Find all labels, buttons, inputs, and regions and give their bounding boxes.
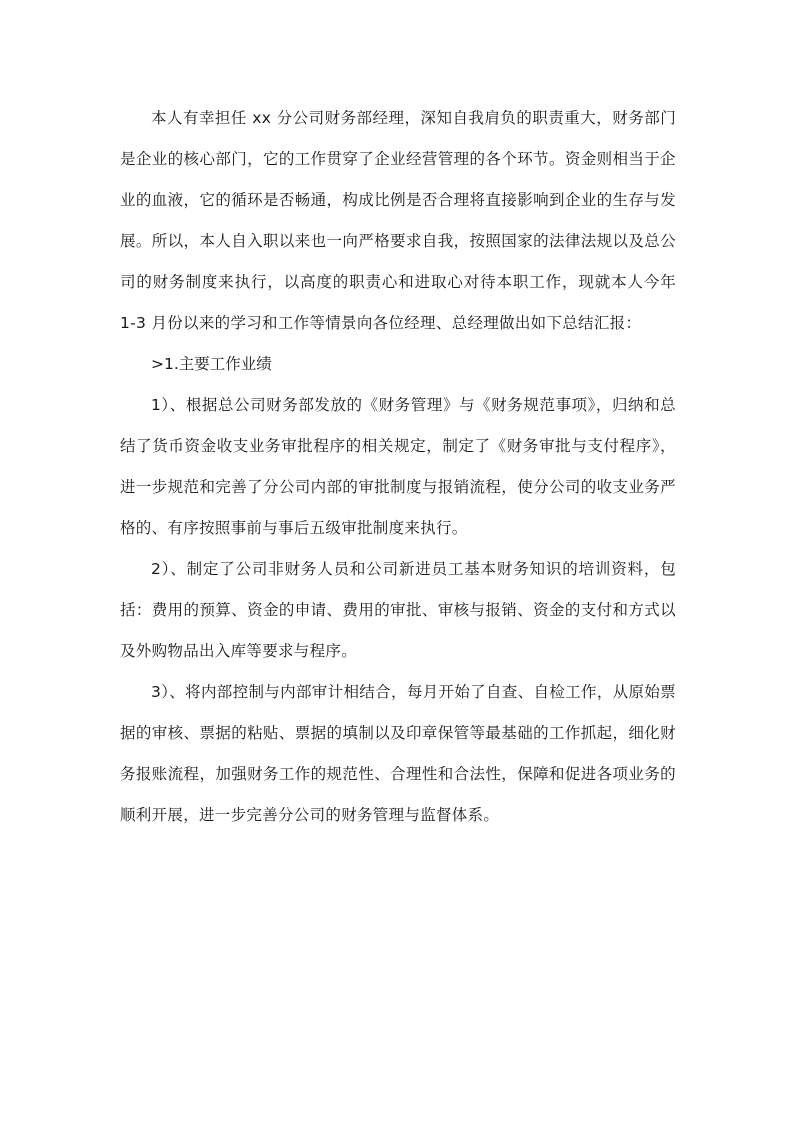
section-heading: >1.主要工作业绩 [151,355,272,373]
item-paragraph-3: 3）、将内部控制与内部审计相结合，每月开始了自查、自检工作，从原始票据的审核、票据的粘贴、票据的填制以及印章保管等最基础的工作抓起，细化财务报账流程，加强财务工作的规范性、合理性和合法性，保障和促进各项业务的顺利开展，进一步完善分公司的财务管理与监督体系。 [120,683,676,824]
item-paragraph-1: 1）、根据总公司财务部发放的《财务管理》与《财务规范事项》，归纳和总结了货币资金收支业务审批程序的相关规定，制定了《财务审批与支付程序》，进一步规范和完善了分公司内部的审批制度与报销流程，使分公司的收支业务严格的、有序按照事前与事后五级审批制度来执行。 [120,396,676,537]
intro-paragraph: 本人有幸担任 xx 分公司财务部经理，深知自我肩负的职责重大，财务部门是企业的核心部门，它的工作贯穿了企业经营管理的各个环节。资金则相当于企业的血液，它的循环是否畅通，构成比例是否合理将直接影响到企业的生存与发展。所以，本人自入职以来也一向严格要求自我，按照国家的法律法规以及总公司的财务制度来执行，以高度的职责心和进取心对待本职工作，现就本人今年 1-3 月份以来的学习和工作等情景向各位经理、总经理做出如下总结汇报： [120,109,676,332]
item-paragraph-2: 2）、制定了公司非财务人员和公司新进员工基本财务知识的培训资料，包括：费用的预算、资金的申请、费用的审批、审核与报销、资金的支付和方式以及外购物品出入库等要求与程序。 [120,560,676,660]
document-page [120,98,676,836]
